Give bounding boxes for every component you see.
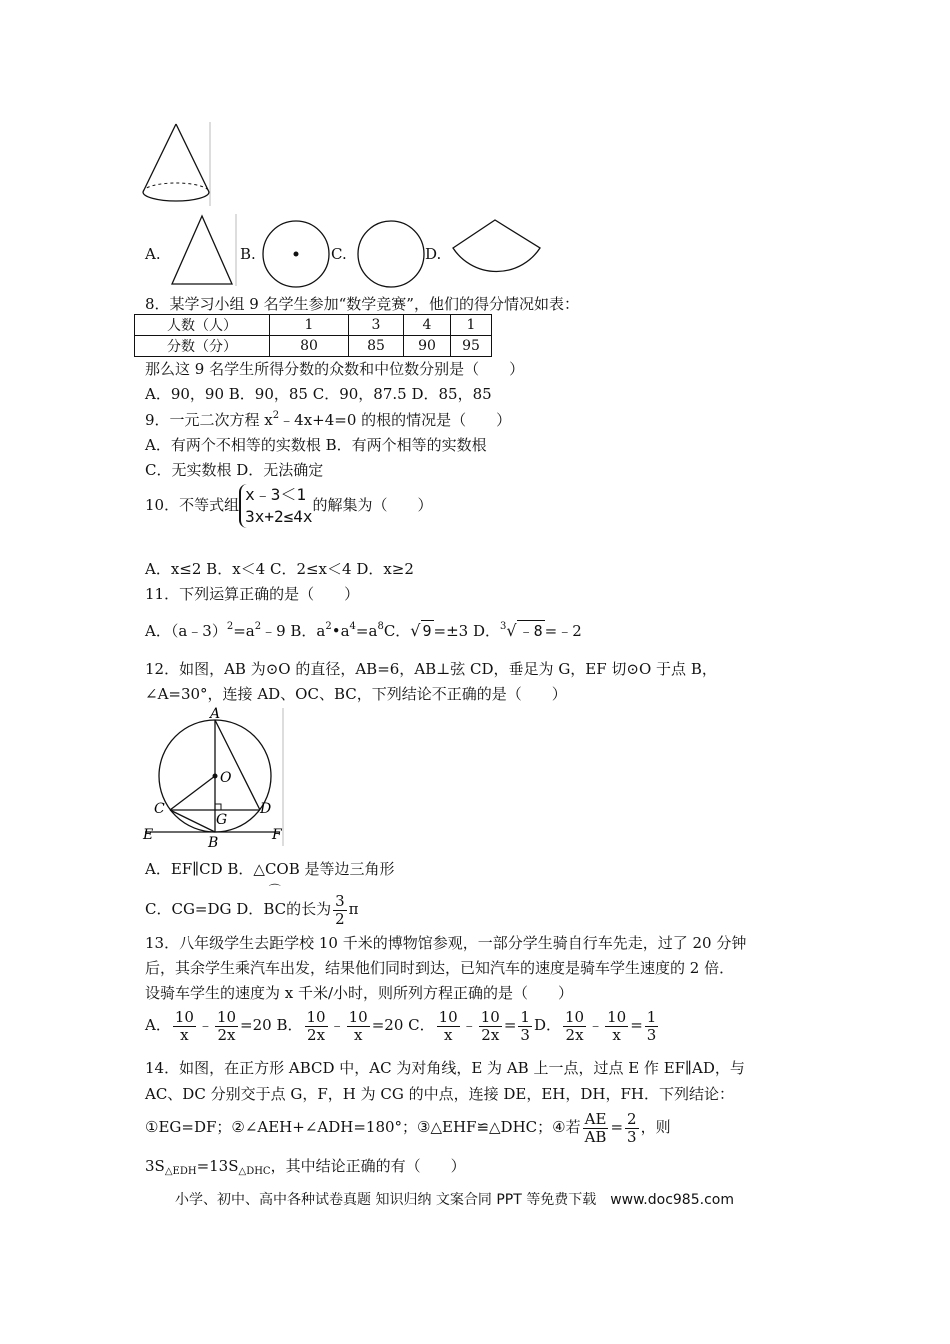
inequality-2: 3x+2≤4x — [245, 507, 313, 526]
numerator: 10 — [480, 1007, 500, 1026]
inequality-system — [239, 484, 312, 528]
arc-bc — [263, 883, 287, 926]
q11-text: =a — [233, 622, 255, 640]
cone-figure — [140, 122, 215, 208]
denominator: 2x — [481, 1025, 500, 1044]
denominator: 3 — [520, 1025, 530, 1044]
fraction — [583, 1111, 609, 1146]
table-cell: 3 — [349, 315, 404, 336]
q13-stem-line1: 13．八年级学生去距学校 10 千米的博物馆参观，一部分学生骑自行车先走，过了 20 分钟 — [145, 934, 747, 952]
arc-icon: ⌒ — [268, 883, 281, 897]
option-label: A． — [145, 1016, 171, 1034]
point-label-o: O — [220, 770, 232, 786]
option-c-label: C. — [331, 245, 347, 263]
q11-text: =±3 D． — [433, 622, 501, 640]
denominator: 2x — [217, 1025, 236, 1044]
numerator: 3 — [335, 891, 345, 910]
q10-stem — [145, 484, 433, 528]
exponent: 2 — [325, 621, 332, 632]
option-c-circle — [355, 218, 427, 290]
point-label-b: B — [208, 835, 219, 851]
point-label-g: G — [216, 812, 228, 828]
option-a-triangle — [168, 214, 238, 288]
fraction — [518, 1009, 532, 1044]
option-label: B． — [276, 1016, 303, 1034]
exponent: 4 — [349, 621, 356, 632]
numerator: 2 — [627, 1109, 637, 1128]
exponent: 2 — [254, 621, 262, 632]
page-footer: 小学、初中、高中各种试卷真题 知识归纳 文案合同 PPT 等免费下载 www.doc985.com — [175, 1192, 734, 1208]
q12-text: 的长为 — [286, 900, 332, 918]
table-cell: 分数（分） — [135, 336, 270, 357]
exponent: 8 — [377, 621, 384, 632]
q14-text: 3S — [145, 1157, 165, 1175]
numerator: 10 — [565, 1007, 585, 1026]
option-d-sector — [450, 218, 545, 290]
numerator: 10 — [607, 1007, 627, 1026]
denominator: x — [612, 1025, 621, 1044]
minus: ﹣ — [588, 1016, 604, 1034]
numerator: 10 — [348, 1007, 368, 1026]
denominator: 2x — [307, 1025, 326, 1044]
numerator: AE — [583, 1111, 609, 1129]
q8-question: 那么这 9 名学生所得分数的众数和中位数分别是（ ） — [145, 360, 525, 378]
q10-stem-text: 的解集为（ ） — [312, 496, 433, 514]
q9-options-line1: A．有两个不相等的实数根 B．有两个相等的实数根 — [145, 436, 487, 454]
radicand: 9 — [422, 622, 432, 640]
q14-stem-line4 — [145, 1156, 466, 1176]
q11-text: C． — [383, 622, 411, 640]
table-cell: 95 — [451, 336, 492, 357]
denominator: 3 — [646, 1025, 657, 1044]
q8-stem: 8．某学习小组 9 名学生参加“数学竞赛”，他们的得分情况如表： — [145, 295, 579, 313]
denominator: x — [353, 1025, 363, 1044]
table-cell: 80 — [270, 336, 349, 357]
q12-text: C．CG=DG D． — [145, 900, 264, 918]
numerator: 10 — [306, 1007, 326, 1026]
exponent: 2 — [272, 410, 280, 421]
pi-symbol: π — [348, 900, 359, 918]
point-label-e: E — [143, 827, 154, 843]
q11-stem: 11．下列运算正确的是（ ） — [145, 585, 360, 603]
table-cell: 85 — [349, 336, 404, 357]
denominator: 3 — [627, 1127, 637, 1146]
fraction — [437, 1009, 460, 1044]
circle-geometry-figure — [140, 706, 290, 851]
score-table — [134, 314, 492, 357]
q10-options: A．x≤2 B．x＜4 C．2≤x＜4 D．x≥2 — [145, 560, 414, 578]
minus: ﹣ — [329, 1016, 345, 1034]
q14-text: ，其中结论正确的有（ ） — [270, 1157, 466, 1175]
equals: = — [503, 1016, 517, 1034]
q12-stem-line2: ∠A=30°，连接 AD、OC、BC，下列结论不正确的是（ ） — [145, 685, 567, 703]
q14-stem-line1: 14．如图，在正方形 ABCD 中，AC 为对角线，E 为 AB 上一点，过点 E 作 EF∥AD，与 — [145, 1059, 745, 1077]
q14-text: ，则 — [640, 1118, 671, 1136]
option-b-label: B. — [240, 245, 256, 263]
fraction — [173, 1009, 196, 1044]
q13-stem-line2: 后，其余学生乘汽车出发，结果他们同时到达，已知汽车的速度是骑车学生速度的 2 倍． — [145, 959, 735, 977]
table-cell: 4 — [404, 315, 451, 336]
fraction — [625, 1111, 639, 1146]
arc-label: BC — [263, 900, 287, 918]
q13-options — [145, 1006, 660, 1044]
minus: ﹣ — [461, 1016, 477, 1034]
equals: = — [630, 1016, 643, 1034]
q8-options: A．90，90 B．90，85 C．90，87.5 D．85，85 — [145, 385, 492, 403]
subscript: △DHC — [238, 1166, 271, 1177]
equals: =20 — [240, 1016, 272, 1034]
q12-stem-line1: 12．如图，AB 为⊙O 的直径，AB=6，AB⊥弦 CD，垂足为 G，EF 切⊙O 于点 B， — [145, 660, 717, 678]
subscript: △EDH — [164, 1166, 197, 1177]
numerator: 10 — [438, 1007, 458, 1026]
q11-text: =﹣2 — [544, 622, 582, 640]
denominator: x — [443, 1025, 453, 1044]
table-cell: 1 — [270, 315, 349, 336]
q11-text: =a — [355, 622, 378, 640]
table-cell: 人数（人） — [135, 315, 270, 336]
numerator: 1 — [646, 1007, 657, 1026]
denominator: 2 — [335, 909, 345, 928]
fraction — [333, 893, 347, 928]
q13-stem-line3: 设骑车学生的速度为 x 千米/小时，则所列方程正确的是（ ） — [145, 984, 574, 1002]
point-label-d: D — [260, 801, 272, 817]
numerator: 10 — [216, 1007, 237, 1026]
fraction — [215, 1009, 238, 1044]
denominator: 2x — [565, 1025, 584, 1044]
point-label-f: F — [272, 827, 282, 843]
table-row — [135, 315, 492, 336]
table-cell: 1 — [451, 315, 492, 336]
q14-stem-line2: AC、DC 分别交于点 G，F，H 为 CG 的中点，连接 DE，EH，DH，FH．下列结论： — [145, 1085, 734, 1103]
option-a-label: A. — [145, 245, 161, 263]
option-d-label: D. — [425, 245, 442, 263]
denominator: AB — [584, 1127, 607, 1146]
fraction — [645, 1009, 659, 1044]
equals: =20 — [371, 1016, 404, 1034]
cbrt-sign: √ — [506, 621, 517, 640]
radicand: ﹣8 — [518, 622, 543, 640]
denominator: x — [180, 1025, 189, 1044]
minus: ﹣ — [197, 1016, 213, 1034]
table-row — [135, 336, 492, 357]
sqrt-sign: √ — [410, 621, 421, 640]
fraction — [563, 1009, 586, 1044]
fraction — [479, 1009, 502, 1044]
point-label-a: A — [210, 706, 221, 722]
q12-options-line1: A．EF∥CD B．△COB 是等边三角形 — [145, 860, 395, 878]
q11-text: A．（a﹣3） — [145, 622, 227, 640]
q9-stem — [145, 410, 511, 430]
exponent: 2 — [226, 621, 234, 632]
q9-stem-text: 9．一元二次方程 x — [145, 411, 273, 429]
q12-options-line2 — [145, 883, 359, 928]
fraction — [347, 1009, 370, 1044]
fraction — [605, 1009, 628, 1044]
q9-options-line2: C．无实数根 D．无法确定 — [145, 461, 324, 479]
option-label: C． — [408, 1016, 435, 1034]
q14-text: ①EG=DF；②∠AEH+∠ADH=180°；③△EHF≌△DHC；④若 — [145, 1118, 581, 1136]
equals: = — [610, 1118, 624, 1136]
point-label-c: C — [154, 801, 165, 817]
q14-text: =13S — [196, 1157, 239, 1175]
option-label: D． — [533, 1016, 561, 1034]
numerator: 1 — [520, 1007, 530, 1026]
q10-stem-text: 10．不等式组 — [145, 496, 240, 514]
table-cell: 90 — [404, 336, 451, 357]
root-index: 3 — [500, 621, 507, 632]
inequality-1: x﹣3＜1 — [245, 485, 306, 504]
fraction — [305, 1009, 328, 1044]
q9-stem-text: ﹣4x+4=0 的根的情况是（ ） — [279, 411, 512, 429]
q11-options — [145, 620, 582, 641]
numerator: 10 — [174, 1007, 194, 1026]
q11-text: ﹣9 B．a — [261, 622, 326, 640]
q11-text: •a — [331, 622, 350, 640]
q14-stem-line3 — [145, 1108, 671, 1146]
option-b-circle-with-center — [260, 218, 332, 290]
